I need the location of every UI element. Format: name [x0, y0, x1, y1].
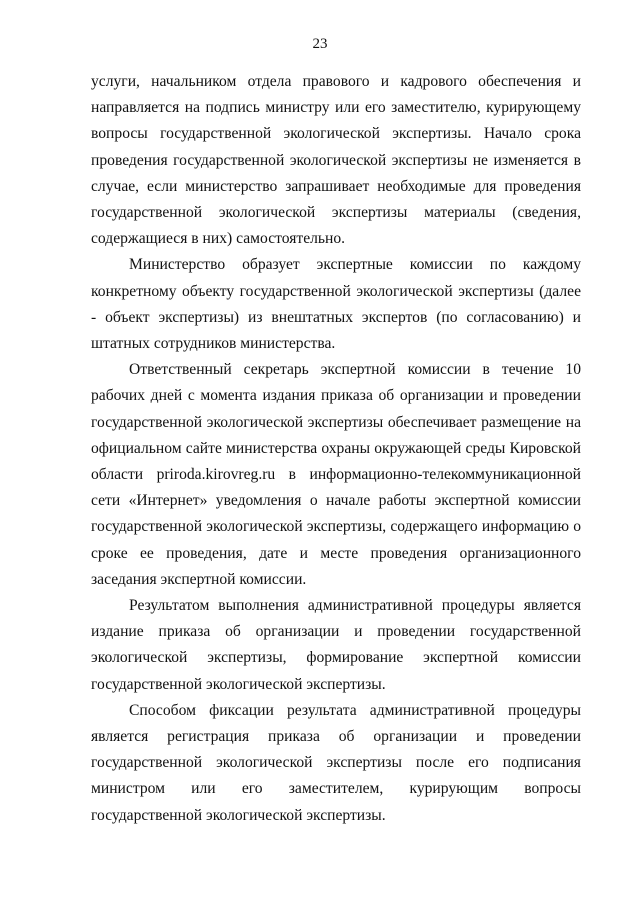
- paragraph-expert-commissions: Министерство образует экспертные комиссии по каждому конкретному объекту государственной экологической экспертизы (далее - объект экспертизы) из внештатных экспертов (по согласованию) и штатных сотрудников министерства.: [91, 256, 581, 353]
- document-body: [91, 69, 581, 829]
- paragraph-continuation: услуги, начальником отдела правового и кадрового обеспечения и направляется на подпись министру или его заместителю, курирующему вопросы государственной экологической экспертизы. Начало срока проведения государственной экологической экспертизы не изменяется в случае, если министерство запрашивает необходимые для проведения государственной экологической экспертизы материалы (сведения, содержащиеся в них) самостоятельно.: [91, 73, 581, 248]
- paragraph-secretary-notification: Ответственный секретарь экспертной комиссии в течение 10 рабочих дней с момента издания приказа об организации и проведении государственной экологической экспертизы обеспечивает размещение на официальном сайте министерства охраны окружающей среды Кировской области prirodа.kirovreg.ru в информационно-телекоммуникационной сети «Интернет» уведомления о начале работы экспертной комиссии государственной экологической экспертизы, содержащего информацию о сроке ее проведения, дате и месте проведения организационного заседания экспертной комиссии.: [91, 361, 581, 588]
- paragraph-procedure-result: Результатом выполнения административной процедуры является издание приказа об организации и проведении государственной экологической экспертизы, формирование экспертной комиссии государственной экологической экспертизы.: [91, 597, 581, 693]
- page-number: 23: [312, 36, 328, 52]
- paragraph-result-recording: Способом фиксации результата административной процедуры является регистрация приказа об организации и проведении государственной экологической экспертизы после его подписания министром или его заместителем, курирующим вопросы государственной экологической экспертизы.: [91, 701, 581, 824]
